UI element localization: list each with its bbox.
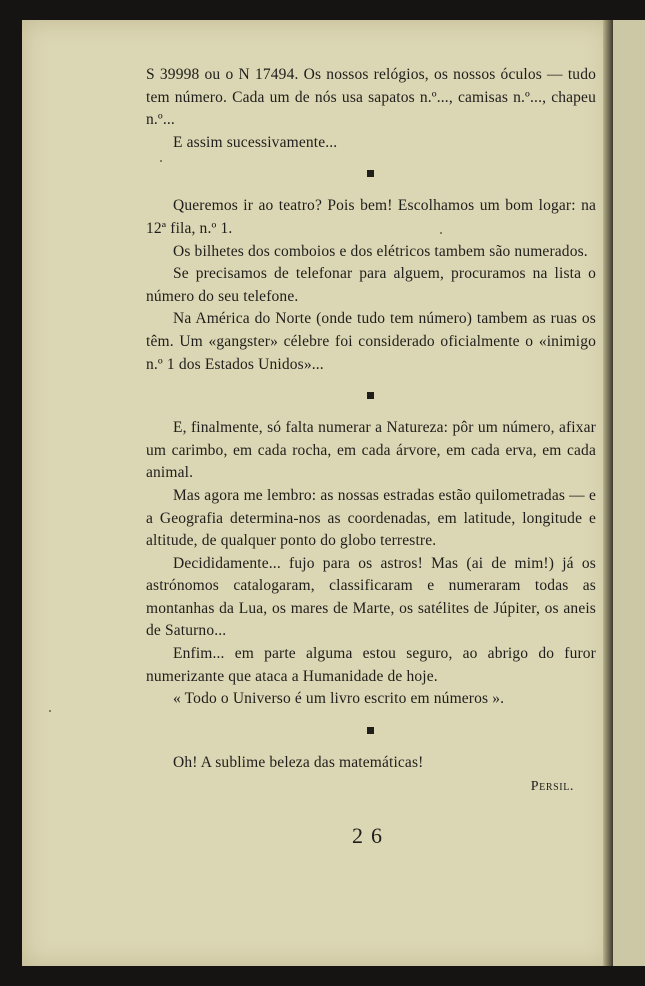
paragraph: Queremos ir ao teatro? Pois bem! Escolhamos um bom logar: na 12ª fila, n.º 1. <box>146 197 596 237</box>
paper-speck <box>49 710 51 712</box>
section-separator <box>367 727 374 734</box>
text-block-3 <box>146 417 596 711</box>
paragraph: Se precisamos de telefonar para alguem, procuramos na lista o número do seu telefone. <box>146 265 596 305</box>
page-number: 26 <box>352 823 390 849</box>
author-signature: Persil. <box>530 779 574 795</box>
text-block-1 <box>146 64 596 154</box>
section-separator <box>367 170 374 177</box>
paragraph: Enfim... em parte alguma estou seguro, ao abrigo do furor numerizante que ataca a Humanidade de hoje. <box>146 645 596 685</box>
paragraph: S 39998 ou o N 17494. Os nossos relógios, os nossos óculos — tudo tem número. Cada um de nós usa sapatos n.º..., camisas n.º..., chapeu n.º... <box>146 66 596 129</box>
page-gutter <box>603 20 613 966</box>
closing-line: Oh! A sublime beleza das matemáticas! <box>173 753 424 771</box>
section-separator <box>367 392 374 399</box>
paragraph: Decididamente... fujo para os astros! Mas (ai de mim!) já os astrónomos catalogaram, classificaram e numeraram todas as montanhas da Lua, os mares de Marte, os satélites de Júpiter, os aneis de Saturno... <box>146 554 596 640</box>
paragraph: Na América do Norte (onde tudo tem número) tambem as ruas os têm. Um «gangster» célebre foi considerado oficialmente o «inimigo n.º 1 dos Estados Unidos»... <box>146 310 596 373</box>
paragraph: E, finalmente, só falta numerar a Natureza: pôr um número, afixar um carimbo, em cada rocha, em cada árvore, em cada erva, em cada animal. <box>146 419 596 482</box>
paragraph: Mas agora me lembro: as nossas estradas estão quilometradas — e a Geografia determina-nos as coordenadas, em latitude, longitude e altitude, de qualquer ponto do globo terrestre. <box>146 486 596 550</box>
adjacent-page-edge <box>610 20 645 966</box>
page-text <box>146 64 596 848</box>
paragraph: « Todo o Universo é um livro escrito em números ». <box>173 690 505 708</box>
text-block-2 <box>146 195 596 376</box>
paragraph: E assim sucessivamente... <box>173 133 338 151</box>
paragraph: Os bilhetes dos comboios e dos elétricos tambem são numerados. <box>173 242 588 260</box>
